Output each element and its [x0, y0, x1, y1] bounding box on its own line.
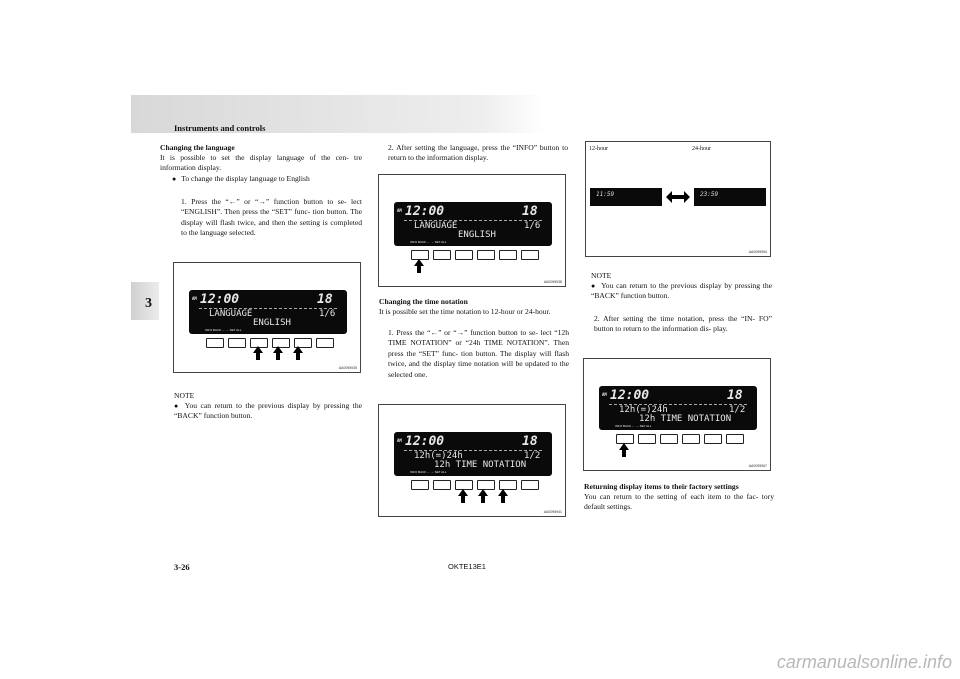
function-button-row: [411, 480, 539, 490]
function-labels: INFO BACK ← → SET ALL: [205, 328, 242, 332]
temperature: 18: [522, 434, 538, 449]
temperature: 18: [727, 388, 743, 403]
note-1: [174, 401, 362, 422]
menu-value: ENGLISH: [458, 230, 496, 240]
am-indicator: AM: [397, 208, 402, 213]
am-indicator: AM: [397, 438, 402, 443]
section-heading-time-notation: Changing the time notation: [379, 297, 468, 306]
note-2: [591, 281, 772, 302]
figure-code: AA0095954: [748, 250, 767, 254]
menu-title: 12h(=)24h: [414, 451, 463, 461]
section-heading-factory-settings: Returning display items to their factory settings: [584, 482, 739, 491]
up-arrow-icon: [414, 259, 424, 273]
time-notation-step-1: 1. Press the “←” or “→” function button to se- lect “12h TIME NOTATION” or “24h TIME NOTATION”. Then press the “SET” func- tion button. The display will flash twice, and the display time notation will be updated to the selected one.: [388, 328, 569, 379]
figure-code: AA0095935: [338, 366, 357, 370]
time-24-hour: 23:59: [700, 191, 719, 198]
menu-value: 12h TIME NOTATION: [434, 460, 527, 470]
info-button[interactable]: [206, 338, 224, 348]
label-12-hour: 12-hour: [589, 146, 608, 152]
bullet-icon: ●: [172, 175, 177, 183]
language-step-2: 2. After setting the language, press the “INFO” button to return to the information display.: [388, 143, 568, 163]
watermark: carmanualsonline.info: [776, 652, 952, 672]
figure-code: AA0095967: [748, 464, 767, 468]
function-labels: INFO BACK ← → SET ALL: [410, 470, 447, 474]
time-12-hour: 11:59: [596, 191, 615, 198]
menu-title: LANGUAGE: [209, 309, 253, 319]
language-bullet: [172, 174, 362, 184]
display-panel: [189, 290, 347, 334]
up-arrow-icon: [619, 443, 629, 457]
clock-time: 12:00: [200, 292, 240, 307]
menu-title: 12h(=)24h: [619, 405, 668, 415]
time-notation-step-2: 2. After setting the time notation, press the “IN- FO” button to return to the information dis- play.: [594, 314, 772, 334]
am-indicator: AM: [602, 392, 607, 397]
figure-12h-24h-comparison: [585, 141, 771, 257]
double-arrow-icon: [666, 191, 690, 203]
chapter-number: 3: [145, 296, 152, 311]
page-number: 3-26: [174, 562, 190, 572]
language-intro: It is possible to set the display language of the cen- tre information display.: [160, 153, 362, 173]
set-button[interactable]: [704, 434, 722, 444]
back-button[interactable]: [638, 434, 656, 444]
display-12-hour: [590, 188, 662, 206]
set-button[interactable]: [499, 250, 517, 260]
am-indicator: AM: [192, 296, 197, 301]
menu-page: 1/2: [524, 451, 541, 461]
back-button[interactable]: [433, 250, 451, 260]
left-button[interactable]: [455, 250, 473, 260]
label-24-hour: 24-hour: [692, 146, 711, 152]
figure-language-select: [173, 262, 361, 373]
bullet-icon: ●: [174, 402, 180, 410]
factory-settings-intro: You can return to the setting of each item to the fac- tory default settings.: [584, 492, 774, 512]
figure-code: AA0095938: [543, 280, 562, 284]
temperature: 18: [317, 292, 333, 307]
page-header-title: Instruments and controls: [174, 123, 266, 133]
clock-time: 12:00: [405, 204, 445, 219]
all-button[interactable]: [726, 434, 744, 444]
up-arrow-icon: [458, 489, 468, 503]
right-button[interactable]: [477, 250, 495, 260]
display-panel: [599, 386, 757, 430]
menu-page: 1/6: [319, 309, 336, 319]
up-arrow-icon: [293, 346, 303, 360]
left-button[interactable]: [660, 434, 678, 444]
time-notation-intro: It is possible set the time notation to 12-hour or 24-hour.: [379, 307, 551, 316]
all-button[interactable]: [521, 250, 539, 260]
all-button[interactable]: [316, 338, 334, 348]
display-24-hour: [694, 188, 766, 206]
menu-page: 1/6: [524, 221, 541, 231]
all-button[interactable]: [521, 480, 539, 490]
language-step-1: 1. Press the “←” or “→” function button to se- lect “ENGLISH”. Then press the “SET” func- tion button. The display will flash twice, and then the setting is completed to the language selected.: [181, 197, 362, 238]
back-button[interactable]: [228, 338, 246, 348]
menu-value: ENGLISH: [253, 318, 291, 328]
document-code: OKTE13E1: [448, 562, 486, 571]
note-title-1: NOTE: [174, 391, 195, 400]
section-heading-language: Changing the language: [160, 143, 235, 152]
function-labels: INFO BACK ← → SET ALL: [410, 240, 447, 244]
function-button-row: [616, 434, 744, 444]
up-arrow-icon: [253, 346, 263, 360]
note-2-text: You can return to the previous display by pressing the “BACK” function button.: [591, 281, 772, 301]
up-arrow-icon: [273, 346, 283, 360]
menu-value: 12h TIME NOTATION: [639, 414, 732, 424]
bullet-icon: ●: [591, 282, 597, 290]
clock-time: 12:00: [610, 388, 650, 403]
language-bullet-text: To change the display language to English: [181, 174, 310, 183]
figure-time-notation-info: [583, 358, 771, 471]
function-button-row: [206, 338, 334, 348]
up-arrow-icon: [478, 489, 488, 503]
note-title-2: NOTE: [591, 271, 612, 280]
temperature: 18: [522, 204, 538, 219]
figure-code: AA0095941: [543, 510, 562, 514]
back-button[interactable]: [433, 480, 451, 490]
menu-page: 1/2: [729, 405, 746, 415]
menu-title: LANGUAGE: [414, 221, 458, 231]
right-button[interactable]: [682, 434, 700, 444]
display-panel: [394, 202, 552, 246]
figure-time-notation-select: [378, 404, 566, 517]
display-panel: [394, 432, 552, 476]
info-button[interactable]: [411, 480, 429, 490]
clock-time: 12:00: [405, 434, 445, 449]
function-labels: INFO BACK ← → SET ALL: [615, 424, 652, 428]
up-arrow-icon: [498, 489, 508, 503]
figure-info-button: [378, 174, 566, 287]
function-button-row: [411, 250, 539, 260]
note-1-text: You can return to the previous display by pressing the “BACK” function button.: [174, 401, 363, 421]
